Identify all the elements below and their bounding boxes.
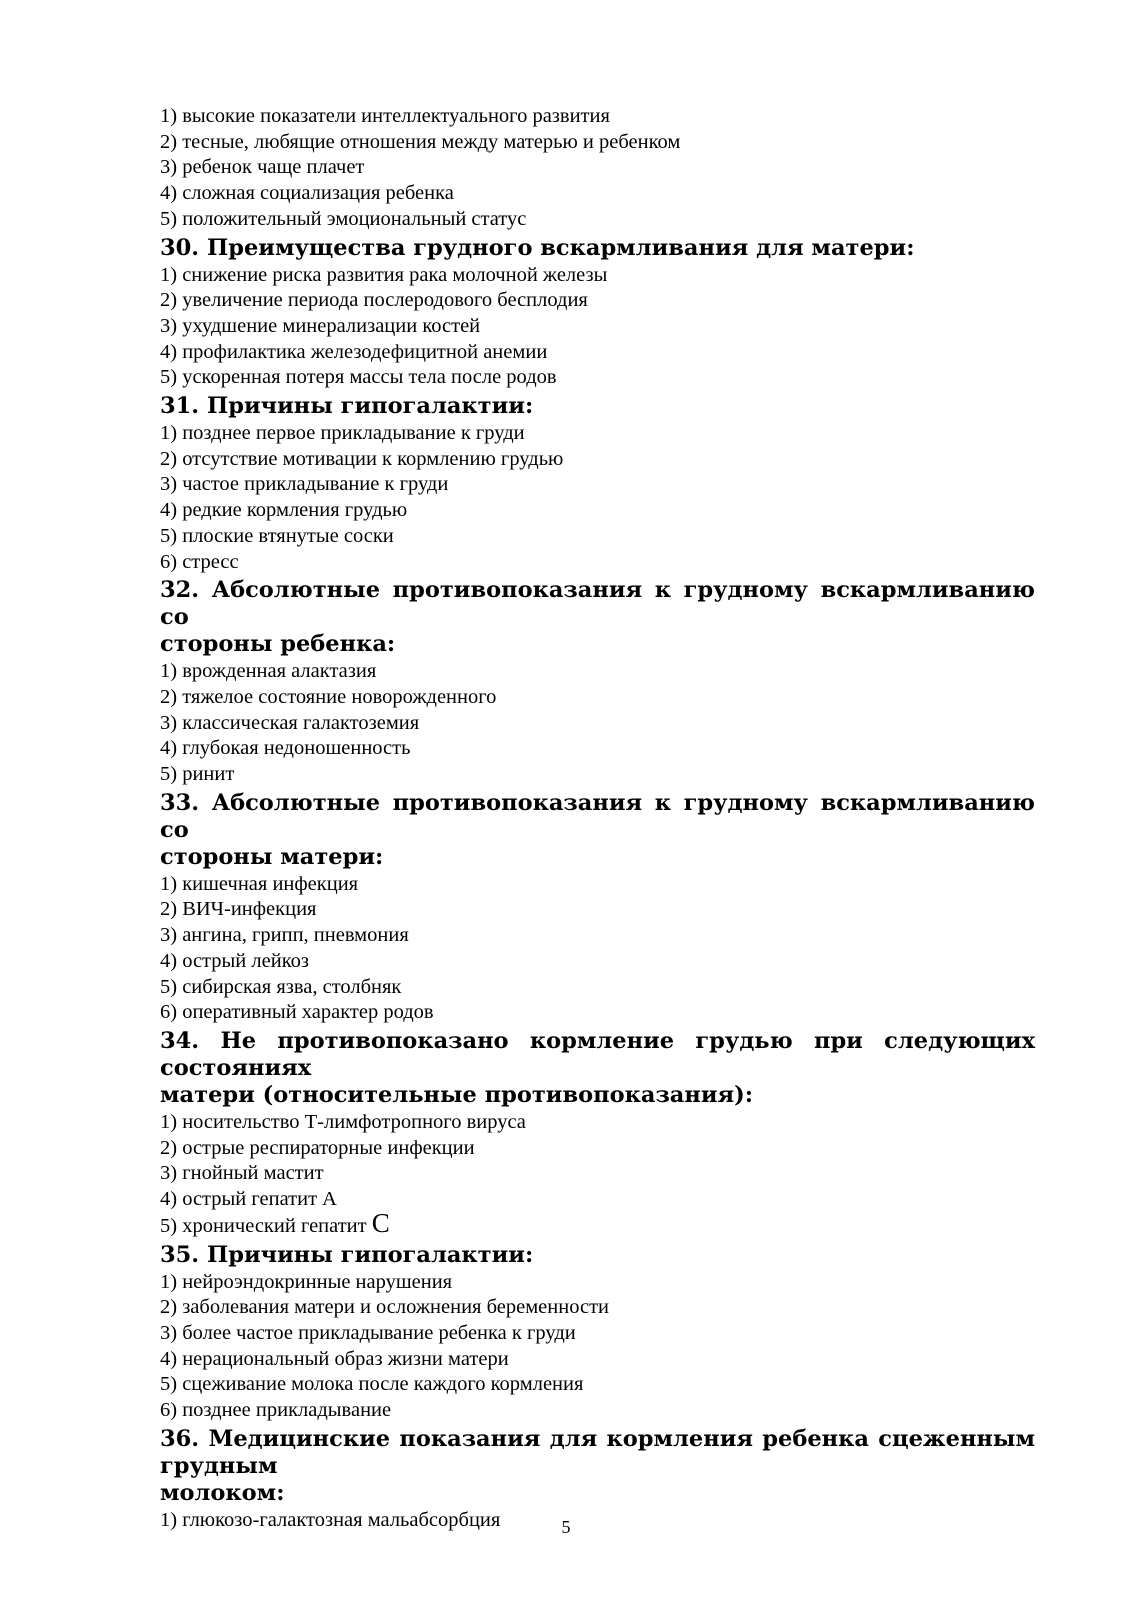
- list-item: 2) ВИЧ-инфекция: [160, 898, 317, 921]
- page-number: 5: [561, 1517, 571, 1537]
- list-item: 3) более частое прикладывание ребенка к груди: [160, 1321, 576, 1344]
- list-item: 4) острый гепатит А: [160, 1188, 337, 1211]
- question-31: [160, 393, 1035, 575]
- list-item: 1) позднее первое прикладывание к груди: [160, 422, 525, 445]
- list-item: 5) ринит: [160, 763, 235, 786]
- list-item: 3) ангина, грипп, пневмония: [160, 924, 409, 947]
- question-34: [160, 1028, 1035, 1240]
- question-32: [160, 577, 1035, 788]
- list-item: 1) снижение риска развития рака молочной железы: [160, 263, 608, 286]
- list-item: 4) острый лейкоз: [160, 949, 309, 972]
- list-item: 5) ускоренная потеря массы тела после родов: [160, 366, 557, 389]
- list-item: 4) нерациональный образ жизни матери: [160, 1347, 509, 1370]
- list-item: [160, 1207, 1035, 1240]
- list-item: 3) классическая галактоземия: [160, 711, 420, 734]
- question-title: [160, 790, 1035, 871]
- list-item: 1) врожденная алактазия: [160, 660, 377, 683]
- question-title-line-2: стороны матери:: [160, 843, 384, 870]
- question-title-line-2: матери (относительные противопоказания):: [160, 1081, 754, 1108]
- list-item: 3) ребенок чаще плачет: [160, 156, 365, 179]
- question-33: [160, 790, 1035, 1026]
- question-title: [160, 577, 1035, 658]
- list-item: 4) глубокая недоношенность: [160, 737, 411, 760]
- list-item-text: 5) хронический гепатит: [160, 1214, 372, 1237]
- list-item: 6) оперативный характер родов: [160, 1001, 434, 1024]
- list-item: 2) тяжелое состояние новорожденного: [160, 685, 497, 708]
- question-title: [160, 1028, 1035, 1109]
- question-30: [160, 235, 1035, 392]
- list-item: 2) тесные, любящие отношения между матерью и ребенком: [160, 130, 681, 153]
- list-item: 6) позднее прикладывание: [160, 1399, 392, 1422]
- list-item: 1) нейроэндокринные нарушения: [160, 1270, 453, 1293]
- list-item: 4) профилактика железодефицитной анемии: [160, 340, 548, 363]
- list-item: 5) сцеживание молока после каждого кормления: [160, 1373, 584, 1396]
- list-item: 1) глюкозо-галактозная мальабсорбция: [160, 1508, 501, 1531]
- question-title-line-2: молоком:: [160, 1479, 285, 1506]
- question-title-line-1: 33. Абсолютные противопоказания к грудному вскармливанию со: [160, 789, 1035, 843]
- list-item: 2) увеличение периода послеродового бесплодия: [160, 289, 588, 312]
- question-title: 30. Преимущества грудного вскармливания для матери:: [160, 234, 915, 261]
- list-item: 1) носительство Т-лимфотропного вируса: [160, 1110, 526, 1133]
- list-item: 4) сложная социализация ребенка: [160, 182, 454, 205]
- list-item: 5) положительный эмоциональный статус: [160, 207, 527, 230]
- list-item: 2) острые респираторные инфекции: [160, 1136, 475, 1159]
- list-item: 3) гнойный мастит: [160, 1162, 324, 1185]
- list-item: 1) высокие показатели интеллектуального развития: [160, 105, 610, 127]
- question-35: [160, 1242, 1035, 1424]
- list-item: 4) редкие кормления грудью: [160, 499, 408, 522]
- list-item: 3) частое прикладывание к груди: [160, 473, 449, 496]
- list-item-letter: С: [371, 1207, 390, 1238]
- list-item: 2) отсутствие мотивации к кормлению грудью: [160, 447, 564, 470]
- question-title-line-1: 36. Медицинские показания для кормления ребенка сцеженным грудным: [160, 1425, 1035, 1479]
- question-title: 35. Причины гипогалактии:: [160, 1241, 534, 1268]
- intro-list: [160, 104, 1035, 233]
- list-item: 5) сибирская язва, столбняк: [160, 975, 402, 998]
- list-item: 2) заболевания матери и осложнения беременности: [160, 1296, 610, 1319]
- list-item: 3) ухудшение минерализации костей: [160, 314, 481, 337]
- list-item: 5) плоские втянутые соски: [160, 524, 394, 547]
- question-title: [160, 1426, 1035, 1507]
- document-page: [160, 104, 1035, 1533]
- question-title-line-2: стороны ребенка:: [160, 631, 396, 658]
- question-title: 31. Причины гипогалактии:: [160, 393, 534, 420]
- list-item: 1) кишечная инфекция: [160, 872, 359, 895]
- question-title-line-1: 32. Абсолютные противопоказания к грудному вскармливанию со: [160, 577, 1035, 631]
- list-item: 6) стресс: [160, 550, 239, 573]
- question-title-line-1: 34. Не противопоказано кормление грудью при следующих состояниях: [160, 1027, 1035, 1081]
